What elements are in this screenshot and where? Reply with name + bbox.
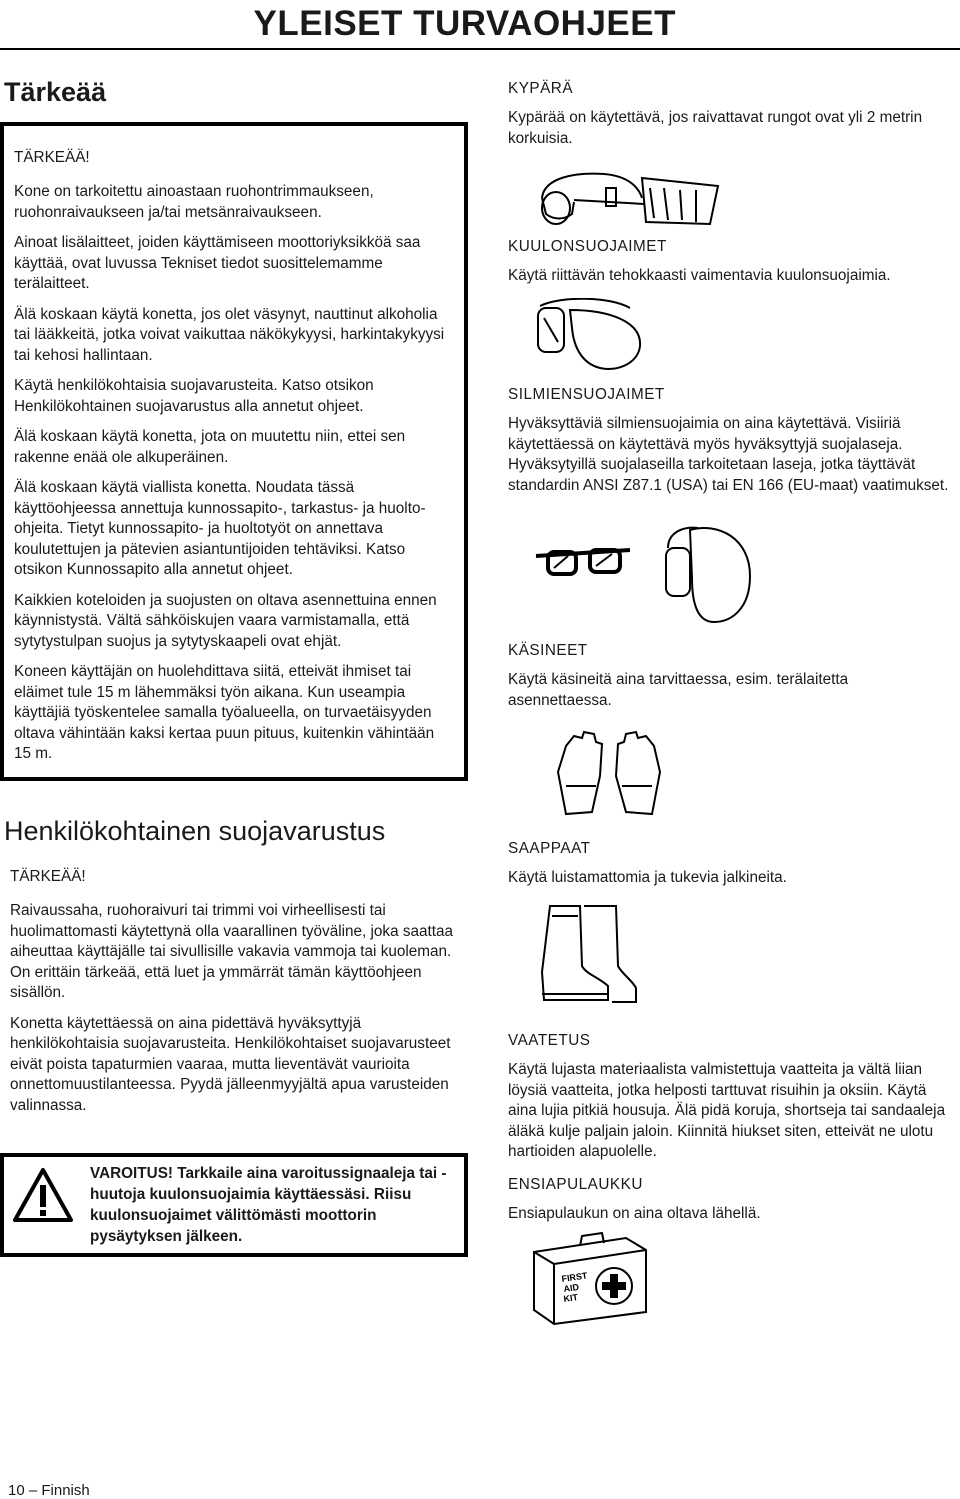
left-column — [0, 60, 468, 1126]
helmet-heading: KYPÄRÄ — [508, 80, 574, 97]
clothing-heading: VAATETUS — [508, 1032, 591, 1049]
boots-illustration — [528, 902, 638, 1010]
ppe-heading: Henkilökohtainen suojavarustus — [4, 815, 386, 846]
firstaid-section — [508, 1176, 956, 1237]
kit-label-aid: AID — [562, 1281, 580, 1294]
important-box — [0, 122, 468, 781]
page-number: 10 — [8, 1482, 25, 1499]
hearing-section — [508, 238, 956, 299]
warning-box — [0, 1153, 468, 1257]
box-paragraph-1: Kone on tarkoitettu ainoastaan ruohontrimmaukseen, ruohonraivaukseen ja/tai metsänraivaukseen. — [14, 183, 374, 221]
box-paragraph-3: Älä koskaan käytä konetta, jos olet väsynyt, nauttinut alkoholia tai lääkkeitä, jotka voivat vaikuttaa näkökykyysi, harkintakykyysi tai kehosi hallintaan. — [14, 305, 445, 364]
boots-heading: SAAPPAAT — [508, 840, 591, 857]
first-aid-kit-illustration — [530, 1230, 650, 1326]
warning-triangle-icon — [12, 1167, 74, 1223]
boots-section — [508, 840, 956, 901]
clothing-section — [508, 1032, 956, 1175]
gloves-section — [508, 642, 956, 723]
header-rule — [0, 48, 960, 50]
ppe-section — [0, 867, 468, 1116]
gloves-text: Käytä käsineitä aina tarvittaessa, esim. terälaitetta asennettaessa. — [508, 671, 849, 709]
hearing-text: Käytä riittävän tehokkaasti vaimentavia kuulonsuojaimia. — [508, 267, 891, 284]
firstaid-heading: ENSIAPULAUKKU — [508, 1176, 643, 1193]
ear-muffs-illustration — [530, 298, 650, 374]
eye-text: Hyväksyttäviä silmiensuojaimia on aina käytettävä. Visiiriä käytettäessä on käytettävä myös hyväksyttyjä suojalaseja. Hyväksytyillä suojalaseilla tarkoitetaan laseja, jotka täyttävät standardin ANSI Z87.1 (USA) tai EN 166 (EU-maat) vaatimukset. — [508, 415, 949, 494]
gloves-illustration — [552, 728, 666, 818]
ppe-paragraph-2: Konetta käytettäessä on aina pidettävä hyväksyttyjä henkilökohtaisia suojavarusteita. Henkilökohtaiset suojavarusteet eivät poista tapaturmien vaaraa, mutta lieventävät vaurioita onnettomuustilanteessa. Pyydä jälleenmyyjältä apua varusteiden valinnassa. — [10, 1014, 451, 1114]
eye-heading: SILMIENSUOJAIMET — [508, 386, 665, 403]
helmet-section — [508, 80, 956, 161]
helmet-illustration — [534, 168, 724, 230]
warning-text: VAROITUS! Tarkkaile aina varoitussignaaleja tai -huutoja kuulonsuojaimia käyttäessäsi. Riisu kuulonsuojaimet välittömästi moottorin pysäytyksen jälkeen. — [90, 1165, 447, 1245]
helmet-text: Kypärää on käytettävä, jos raivattavat rungot ovat yli 2 metrin korkuisia. — [508, 109, 923, 147]
gloves-heading: KÄSINEET — [508, 642, 588, 659]
boots-text: Käytä luistamattomia ja tukevia jalkineita. — [508, 869, 787, 886]
eye-section — [508, 386, 956, 508]
ppe-label: TÄRKEÄÄ! — [10, 868, 86, 886]
face-shield-illustration — [658, 518, 754, 628]
kit-label-first: FIRST — [560, 1270, 589, 1284]
ppe-paragraph-1: Raivaussaha, ruohoraivuri tai trimmi voi virheellisesti tai huolimattomasti käytettynä olla vaarallinen työväline, joka saattaa aiheuttaa käyttäjälle tai sivullisille vakavia vammoja tai kuoleman. On erittäin tärkeää, että luet ja ymmärrät tämän käyttöohjeen sisällön. — [10, 902, 454, 1002]
important-heading: Tärkeää — [4, 77, 107, 107]
clothing-text: Käytä lujasta materiaalista valmistettuja vaatteita ja vältä liian löysiä vaatteita, jotka helposti tarttuvat risuihin ja oksiin. Käytä aina lujia pitkiä housuja. Älä pidä koruja, shortseja tai sandaaleja äläkä kulje paljain jaloin. Kiinnitä hiukset siten, etteivät ne ulotu hartioiden alapuolelle. — [508, 1061, 946, 1160]
box-paragraph-7: Kaikkien koteloiden ja suojusten on oltava asennettuina ennen käynnistystä. Vältä sähköiskujen vaara varmistamalla, että sytytystulpan suojus ja sytytyskaapeli ovat ehjät. — [14, 591, 437, 650]
page-header-title: YLEISET TURVAOHJEET — [253, 4, 676, 43]
kit-label-kit: KIT — [562, 1292, 579, 1304]
hearing-heading: KUULONSUOJAIMET — [508, 238, 667, 255]
footer-language: Finnish — [41, 1482, 90, 1499]
box-paragraph-8: Koneen käyttäjän on huolehdittava siitä, etteivät ihmiset tai eläimet tule 15 m lähemmäksi työn aikana. Kun useampia käyttäjiä työskentelee samalla työalueella, on turvaetäisyyden oltava vähintään kaksi kertaa puun pituus, kuitenkin vähintään 15 m. — [14, 663, 435, 763]
box-paragraph-4: Käytä henkilökohtaisia suojavarusteita. Katso otsikon Henkilökohtainen suojavarustus alla annetut ohjeet. — [14, 377, 374, 415]
firstaid-text: Ensiapulaukun on aina oltava lähellä. — [508, 1205, 761, 1222]
glasses-illustration — [534, 542, 634, 578]
box-paragraph-5: Älä koskaan käytä konetta, jota on muutettu niin, ettei sen rakenne enää ole alkuperäinen. — [14, 428, 406, 466]
page-footer — [8, 1482, 90, 1499]
footer-dash: – — [28, 1482, 38, 1499]
important-box-label: TÄRKEÄÄ! — [14, 149, 90, 167]
box-paragraph-6: Älä koskaan käytä viallista konetta. Noudata tässä käyttöohjeessa annettuja kunnossapito-, tarkastus- ja huolto-ohjeita. Tietyt kunnossapito- ja huoltotyöt on annettava koulutettujen ja pätevien asiantuntijoiden tehtäviksi. Katso otsikon Kunnossapito alla annetut ohjeet. — [14, 479, 426, 579]
box-paragraph-2: Ainoat lisälaitteet, joiden käyttämiseen moottoriyksikköä saa käyttää, ovat luvussa Tekniset tiedot suosittelemamme terälaitteet. — [14, 234, 421, 293]
